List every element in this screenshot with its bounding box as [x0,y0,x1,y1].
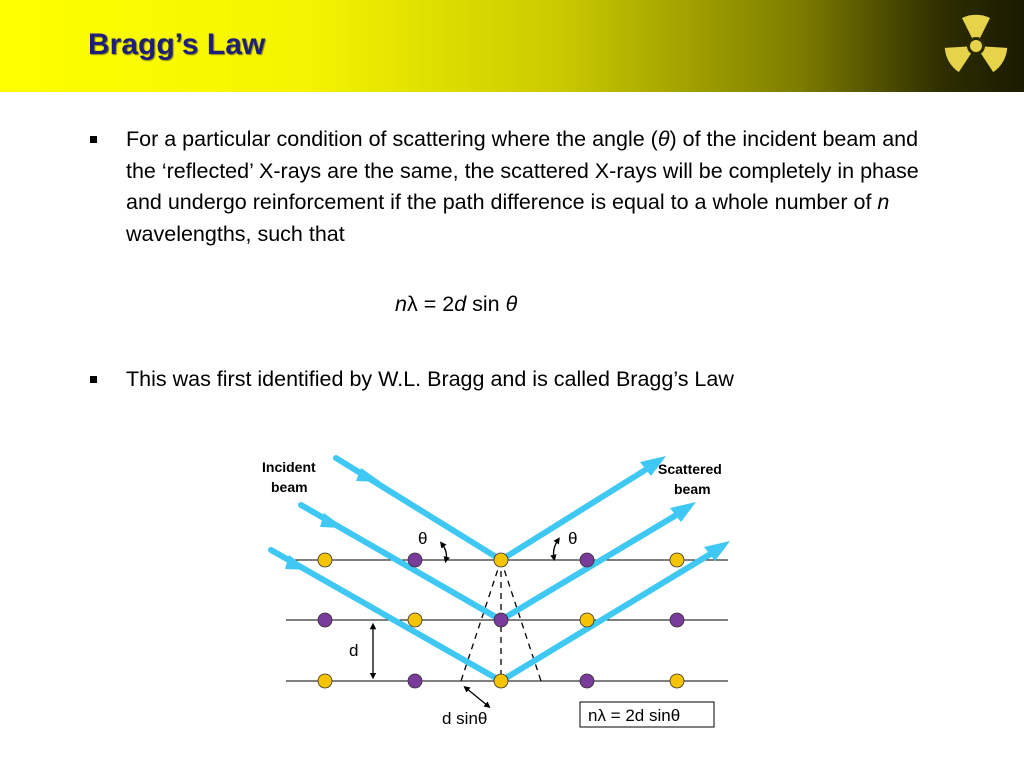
bragg-diagram [256,448,736,740]
bullet-text-bragg: This was first identified by W.L. Bragg and is called Bragg’s Law [126,367,734,391]
equation-box-text: nλ = 2d sinθ [588,706,681,725]
dsin-label: d sinθ [442,709,488,728]
formula-d: d [454,292,467,316]
n-symbol: n [877,190,890,214]
radiation-icon [928,8,1018,84]
scattered-label-line2: beam [674,481,711,497]
bullet-item-bragg [90,364,950,396]
slide-header [0,0,1024,92]
formula-theta: θ [505,292,518,316]
theta-right-arrow [554,540,559,558]
bullet-list-2 [90,364,950,396]
theta-left-label: θ [418,529,428,548]
slide-title: Bragg’s Law [88,28,266,61]
formula-n: n [395,292,407,316]
bullet-text-pre: For a particular condition of scattering where the angle ( [126,127,658,151]
scattered-label-line1: Scattered [658,461,722,477]
d-label: d [349,641,359,660]
incident-label-line2: beam [271,479,308,495]
incident-label-line1: Incident [262,459,316,475]
theta-left-arrow [442,544,447,560]
formula-lambda-eq: λ = 2 [406,292,455,316]
bragg-formula [395,292,517,317]
bullet-item-scattering [90,124,950,250]
bullet-text-mid: ) of the incident beam and the ‘reflected’ X-rays are the same, the scattered X-rays will be completely in phase and undergo reinforcement if the path difference is equal to a whole number of [126,127,919,214]
bullet-marker [90,376,97,383]
formula-sin: sin [466,292,506,316]
theta-symbol: θ [657,127,670,151]
bullet-text-post: wavelengths, such that [126,221,345,246]
dsin-arrow [466,688,488,706]
bullet-marker [90,136,97,143]
theta-right-label: θ [568,529,578,548]
bullet-list [90,124,950,250]
